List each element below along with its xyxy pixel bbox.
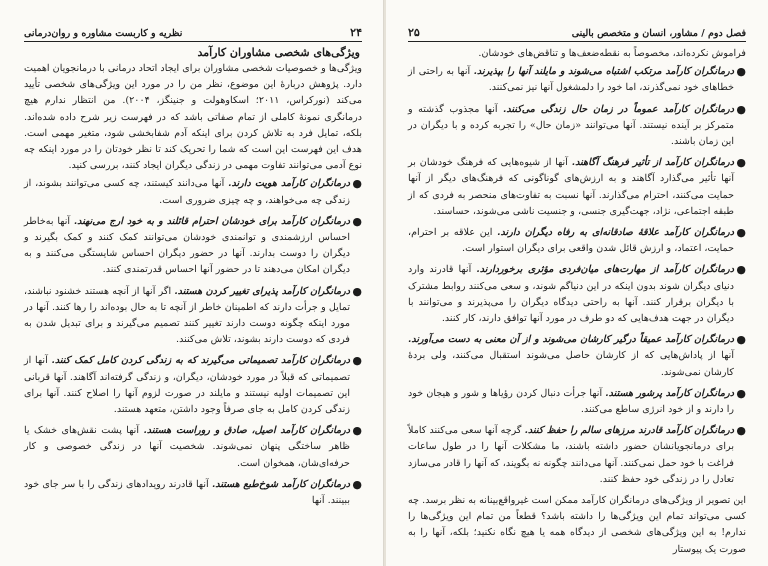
bullet-text: آنها قادرند وارد دنیای دیگران شوند بدون اینکه در این دنیاگم شوند، و سعی می‌کنند روابط مشترک با دیگران برقرار کنند. آنها به راحتی دیدگاه دیگران را می‌پذیرند و می‌توانند با دیگران در جهت هدف‌هایی که دو طرف در مورد آنها توافق دارند، کار کنند. <box>408 264 734 325</box>
bullet-item <box>408 155 746 220</box>
bullet-heading: درمانگران کارآمد اصیل، صادق و روراست هستند. <box>143 425 350 437</box>
right-bullet-list <box>408 64 746 488</box>
bullet-heading: درمانگران کارآمد شوخ‌طبع هستند. <box>211 478 351 490</box>
bullet-text: آنها از تصمیماتی که قبلاً در مورد خودشان، دیگران، و زندگی گرفته‌اند آگاهند. آنها قربانی این تصمیمات اولیه نیستند و مایلند در صورت لزوم آنها را اصلاح کنند. آنها برای زندگی کردن کامل به جای صرفاً وجود داشتن، متعهد هستند. <box>24 355 350 416</box>
bullet-item <box>24 477 362 509</box>
bullet-heading: درمانگران کارآمد پذیرای تغییر کردن هستند. <box>174 285 350 297</box>
bullet-icon: ● <box>352 177 362 191</box>
bullet-item <box>408 102 746 151</box>
bullet-icon: ● <box>736 333 746 347</box>
bullet-item <box>24 284 362 349</box>
right-page-number: ۲۵ <box>408 26 420 39</box>
closing-paragraph: این تصویر از ویژگی‌های درمانگران کارآمد ممکن است غیرواقع‌بینانه به نظر برسد. چه کسی می‌تواند تمام این ویژگی‌ها را داشته باشد؟ قطعاً من تمام این ویژگی‌ها را ندارم! به این ویژگی‌های شخصی از دیدگاه همه یا هیچ نگاه نکنید؛ بلکه، آنها را به صورت یک پیوستار <box>408 495 746 555</box>
bullet-item <box>24 176 362 208</box>
bullet-heading: درمانگران کارآمد تصمیماتی می‌گیرند که به زندگی کردن کامل کمک کنند. <box>51 355 350 367</box>
bullet-text: آنها جرأت دنبال کردن رؤیاها و شور و هیجان خود را دارند و از خود انرژی ساطع می‌کنند. <box>408 387 734 416</box>
left-running-head <box>24 26 362 42</box>
bullet-heading: درمانگران کارآمد عموماً در زمان حال زندگی می‌کنند. <box>503 103 734 115</box>
left-bullet-list <box>24 176 362 509</box>
bullet-heading: درمانگران کارآمد مرتکب اشتباه می‌شوند و مایلند آنها را بپذیرند. <box>473 66 734 78</box>
bullet-icon: ● <box>352 284 362 298</box>
bullet-item <box>408 262 746 327</box>
bullet-heading: درمانگران کارآمد علاقهٔ صادقانه‌ای به رفاه دیگران دارند. <box>497 227 734 239</box>
bullet-item <box>24 423 362 472</box>
bullet-icon: ● <box>736 263 746 277</box>
left-header-title: نظریه و کاربست مشاوره و روان‌درمانی <box>24 28 183 39</box>
bullet-heading: درمانگران کارآمد برای خودشان احترام قائلند و به خود ارج می‌نهند. <box>73 215 350 227</box>
bullet-heading: درمانگران کارآمد از مهارت‌های میان‌فردی مؤثری برخوردارند. <box>476 264 735 276</box>
bullet-item <box>24 214 362 279</box>
bullet-text: اگر آنها از آنچه هستند خشنود نباشند، تمایل و جرأت دارند که اطمینان خاطر از آنچه تا به حال بوده‌اند را رها کنند. آنها در مورد اینکه چگونه دوست دارند تغییر کنند تصمیم می‌گیرند و برای تبدیل شدن به فردی که دوست دارند بشوند، تلاش می‌کنند. <box>24 285 350 346</box>
bullet-item <box>408 64 746 96</box>
bullet-text: آنها به راحتی از خطاهای خود نمی‌گذرند، اما خود را دلمشغول آنها نیز نمی‌کنند. <box>408 66 734 94</box>
bullet-text: گرچه آنها سعی می‌کنند کاملاً برای درمانجویانشان حضور داشته باشند، ما مشکلات آنها را در طول ساعات فراغت با خود حمل نمی‌کنند. آنها می‌دانند چگونه نه بگویند، که آنها را قادر می‌سازد تعادل را در زندگی خود حفظ کنند. <box>408 425 734 485</box>
bullet-icon: ● <box>352 354 362 368</box>
intro-paragraph: ویژگی‌ها و خصوصیات شخصی مشاوران برای ایجاد اتحاد درمانی با درمانجویان اهمیت دارد. پژوهش دربارهٔ این موضوع، نظر من را در مورد این ویژگی‌های شخصی تأیید می‌کند (نورکراس، ۲۰۱۱؛ اسکاوهولت و جنینگز، ۲۰۰۴). من انتظار ندارم هیچ درمانگری نمونهٔ کاملی از تمام صفاتی باشد که در فهرست زیر شرح داده شده‌اند. بلکه، تمایل فرد به تلاش کردن برای اینکه آدم شفابخشی شود، متغیر مهمی است. هدف این فهرست این است که شما را تحریک کند تا نظر خودتان را در مورد اینکه چه نوع آدمی می‌توانند تفاوت مهمی در زندگی دیگران ایجاد کنند، بررسی کنید. <box>24 63 362 172</box>
bullet-heading: درمانگران کارآمد هویت دارند. <box>228 178 350 190</box>
bullet-icon: ● <box>736 65 746 79</box>
bullet-heading: درمانگران کارآمد از تأثیر فرهنگ آگاهند. <box>571 157 735 169</box>
left-body <box>24 61 362 509</box>
bullet-text: آنها می‌دانند کیستند، چه کسی می‌توانند بشوند، از زندگی چه می‌خواهند، و چه چیزی ضروری است. <box>24 178 350 206</box>
bullet-heading: درمانگران کارآمد عمیقاً درگیر کارشان می‌شوند و از آن معنی به دست می‌آورند. <box>408 334 734 346</box>
bullet-item <box>408 423 746 488</box>
bullet-text: آنها قادرند رویدادهای زندگی را با سر جای خود ببینند. آنها <box>24 478 350 507</box>
section-title: ویژگی‌های شخصی مشاوران کارآمد <box>197 46 360 59</box>
bullet-text: این علاقه بر احترام، حمایت، اعتماد، و ارزش قائل شدن واقعی برای دیگران استوار است. <box>408 227 734 255</box>
bullet-item <box>408 386 746 418</box>
left-page-number: ۲۴ <box>350 26 362 39</box>
bullet-item <box>24 353 362 418</box>
bullet-icon: ● <box>736 424 746 438</box>
bullet-heading: درمانگران کارآمد قادرند مرزهای سالم را حفظ کنند. <box>524 425 734 437</box>
bullet-text: آنها پشت نقش‌های خشک یا ظاهر ساختگی پنهان نمی‌شوند. شخصیت آنها در زندگی خصوصی و کار حرفه‌ای‌شان، همخوان است. <box>24 425 350 469</box>
right-page <box>386 0 768 566</box>
bullet-icon: ● <box>736 102 746 116</box>
bullet-text: آنها از پاداش‌هایی که از کارشان حاصل می‌شوند استقبال می‌کنند، ولی بردهٔ کارشان نمی‌شوند. <box>408 350 734 378</box>
bullet-item <box>408 332 746 381</box>
bullet-icon: ● <box>736 156 746 170</box>
bullet-item <box>408 225 746 257</box>
right-header-title: فصل دوم / مشاور، انسان و متخصص بالینی <box>571 28 746 39</box>
right-running-head <box>408 26 746 42</box>
bullet-icon: ● <box>352 424 362 438</box>
bullet-text: آنها به‌خاطر احساس ارزشمندی و توانمندی خودشان می‌توانند کمک کنند و کمک بگیرند و دیگران را دوست بدارند. آنها در حضور دیگران احساس شایستگی می‌کنند و به دیگران امکان می‌دهند تا در حضور آنها احساس قدرتمندی کنند. <box>24 215 350 276</box>
right-body <box>408 46 746 558</box>
bullet-icon: ● <box>352 477 362 491</box>
bullet-icon: ● <box>736 386 746 400</box>
bullet-text: آنها مجذوب گذشته و متمرکز بر آینده نیستند. آنها می‌توانند «زمان حال» را تجربه کرده و با دیگران در این زمان باشند. <box>408 103 734 148</box>
bullet-icon: ● <box>736 226 746 240</box>
bullet-text: آنها از شیوه‌هایی که فرهنگ خودشان بر آنها تأثیر می‌گذارد آگاهند و به ارزش‌های گوناگونی که فرهنگ‌های دیگر از آنها حمایت می‌کنند، احترام می‌گذارند. آنها نسبت به تفاوت‌های منحصر به فردی که از طبقه اجتماعی، نژاد، جهت‌گیری جنسی، و جنسیت ناشی می‌شوند، حساسند. <box>408 157 734 217</box>
bullet-icon: ● <box>352 214 362 228</box>
continuation-paragraph: فراموش نکرده‌اند، مخصوصاً به نقطه‌ضعف‌ها و تناقض‌های خودشان. <box>478 48 746 59</box>
bullet-heading: درمانگران کارآمد پرشور هستند. <box>605 387 734 399</box>
